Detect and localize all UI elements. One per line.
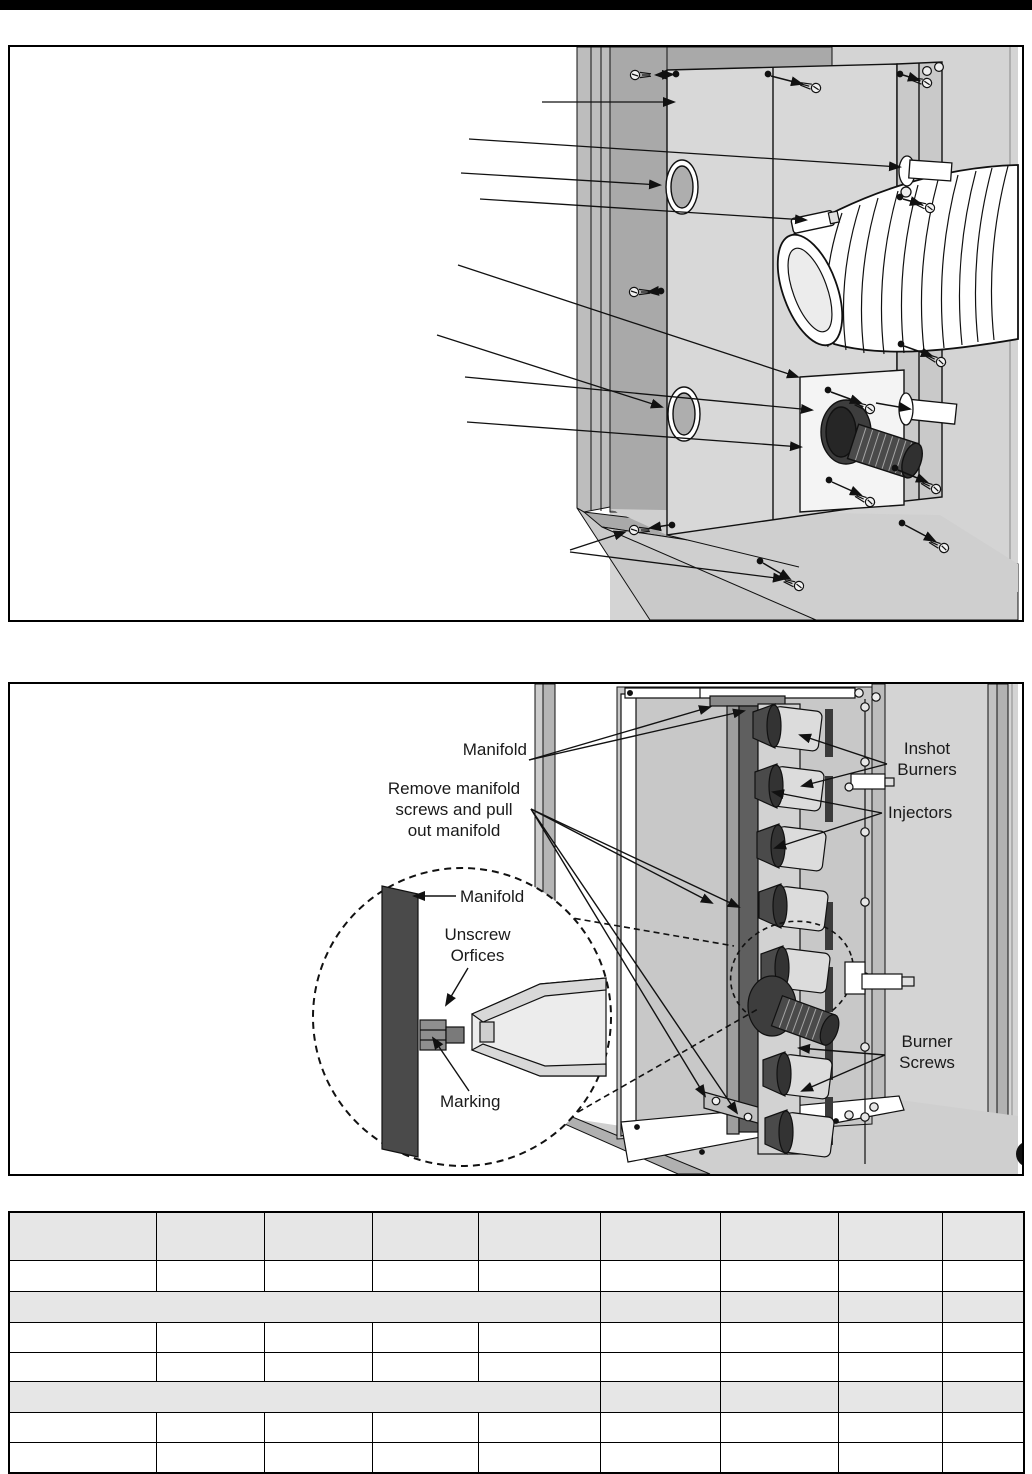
table-cell (942, 1443, 1024, 1474)
table-cell (838, 1443, 942, 1474)
table-cell (838, 1292, 942, 1323)
table-cell (156, 1353, 264, 1382)
table-cell (478, 1323, 600, 1353)
table-cell (156, 1261, 264, 1292)
table-cell (9, 1261, 156, 1292)
table-cell (838, 1413, 942, 1443)
table-cell (600, 1323, 720, 1353)
table-header-cell (264, 1212, 372, 1261)
table-cell (264, 1323, 372, 1353)
table-cell (600, 1353, 720, 1382)
table-cell (372, 1261, 478, 1292)
table-cell (600, 1443, 720, 1474)
label-inshot-burners: Inshot Burners (897, 739, 957, 779)
table-row-header (9, 1212, 1024, 1261)
table-header-cell (838, 1212, 942, 1261)
table-cell (600, 1413, 720, 1443)
table-row-data (9, 1261, 1024, 1292)
table-cell (600, 1382, 720, 1413)
table-cell (156, 1443, 264, 1474)
table-cell (942, 1323, 1024, 1353)
table-header-cell (720, 1212, 838, 1261)
table-cell (264, 1353, 372, 1382)
label-burner-screws: Burner Screws (899, 1032, 955, 1072)
table-row-band (9, 1292, 1024, 1323)
table-row-data (9, 1323, 1024, 1353)
table-band-cell (9, 1292, 600, 1323)
table-cell (372, 1413, 478, 1443)
spec-table-body (9, 1212, 1024, 1473)
label-marking: Marking (440, 1092, 501, 1111)
manifold-bar (739, 706, 758, 1132)
table-cell (478, 1443, 600, 1474)
table-cell (720, 1353, 838, 1382)
duct-assembly-illustration (10, 47, 1022, 620)
table-cell (478, 1413, 600, 1443)
label-injectors: Injectors (888, 803, 953, 822)
table-cell (600, 1261, 720, 1292)
table-cell (372, 1443, 478, 1474)
table-header-cell (372, 1212, 478, 1261)
table-cell (372, 1353, 478, 1382)
table-cell (478, 1353, 600, 1382)
table-cell (720, 1292, 838, 1323)
table-cell (720, 1413, 838, 1443)
table-header-cell (9, 1212, 156, 1261)
label-remove-instruction: Remove manifold screws and pull out manifold (387, 779, 521, 840)
table-cell (720, 1323, 838, 1353)
inset-manifold-bar (382, 886, 418, 1157)
table-band-cell (9, 1382, 600, 1413)
label-manifold: Manifold (462, 740, 527, 759)
table-row-data (9, 1353, 1024, 1382)
table-cell (156, 1323, 264, 1353)
table-row-data (9, 1413, 1024, 1443)
figure-duct-assembly (8, 45, 1024, 622)
table-cell (478, 1261, 600, 1292)
table-cell (838, 1261, 942, 1292)
table-cell (264, 1443, 372, 1474)
table-cell (9, 1443, 156, 1474)
table-cell (942, 1382, 1024, 1413)
table-cell (720, 1443, 838, 1474)
table-cell (942, 1261, 1024, 1292)
table-cell (838, 1323, 942, 1353)
page-top-bar (0, 0, 1032, 10)
label-unscrew-orfices: Unscrew Orfices (444, 925, 511, 965)
table-cell (9, 1353, 156, 1382)
table-row-data (9, 1443, 1024, 1474)
table-cell (942, 1413, 1024, 1443)
table-header-cell (478, 1212, 600, 1261)
manifold-inset (313, 868, 611, 1166)
table-cell (720, 1261, 838, 1292)
table-cell (156, 1413, 264, 1443)
table-cell (9, 1413, 156, 1443)
table-row-band (9, 1382, 1024, 1413)
table-cell (600, 1292, 720, 1323)
table-cell (264, 1413, 372, 1443)
spec-table (8, 1211, 1025, 1474)
table-cell (838, 1353, 942, 1382)
table-cell (838, 1382, 942, 1413)
table-cell (942, 1292, 1024, 1323)
table-cell (264, 1261, 372, 1292)
table-header-cell (600, 1212, 720, 1261)
table-header-cell (156, 1212, 264, 1261)
table-cell (9, 1323, 156, 1353)
figure-manifold-burners (8, 682, 1024, 1176)
table-header-cell (942, 1212, 1024, 1261)
label-inset-manifold: Manifold (460, 887, 525, 906)
table-cell (720, 1382, 838, 1413)
table-cell (942, 1353, 1024, 1382)
table-cell (372, 1323, 478, 1353)
